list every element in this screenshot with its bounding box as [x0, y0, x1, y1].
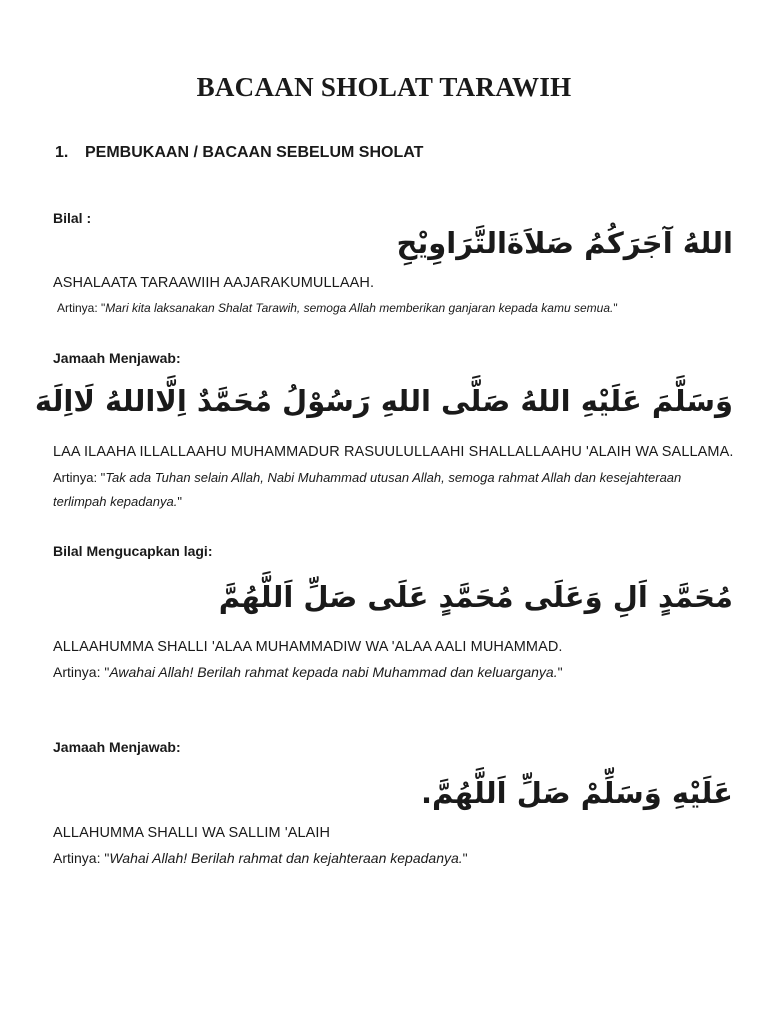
- translation-text: Mari kita laksanakan Shalat Tarawih, semoga Allah memberikan ganjaran kepada kamu semua.: [105, 301, 614, 315]
- translation-prefix: Artinya: ": [53, 850, 110, 866]
- translation-text: Awahai Allah! Berilah rahmat kepada nabi Muhammad dan keluarganya.: [109, 664, 558, 680]
- transliteration: ALLAAHUMMA SHALLI 'ALAA MUHAMMADIW WA 'ALAA AALI MUHAMMAD.: [53, 639, 563, 655]
- translation: [57, 296, 747, 320]
- transliteration: ASHALAATA TARAAWIIH AAJARAKUMULLAAH.: [53, 275, 375, 291]
- translation-suffix: ": [557, 664, 563, 680]
- translation-prefix: Artinya: ": [57, 301, 106, 315]
- transliteration: LAA ILAAHA ILLALLAAHU MUHAMMADUR RASUULULLAAHI SHALLALLAAHU 'ALAIH WA SALLAMA.: [53, 444, 734, 460]
- arabic-text: اللهُ آجَرَكُمُ صَلاَةَالتَّرَاوِيْحِ: [396, 226, 733, 260]
- speaker-label: Jamaah Menjawab:: [53, 350, 181, 366]
- speaker-label: Bilal Mengucapkan lagi:: [53, 543, 213, 559]
- section-heading: [55, 144, 423, 162]
- translation: [53, 466, 733, 514]
- arabic-text: مُحَمَّدٍ اَلِ وَعَلَى مُحَمَّدٍ عَلَى صَلِّ اَللَّهُمَّ: [218, 580, 733, 614]
- section-number: 1.: [55, 144, 69, 161]
- translation-text: Wahai Allah! Berilah rahmat dan kejahteraan kepadanya.: [109, 850, 463, 866]
- speaker-label: Bilal :: [53, 210, 92, 226]
- arabic-text: وَسَلَّمَ عَلَيْهِ اللهُ صَلَّى اللهِ رَسُوْلُ مُحَمَّدٌ اِلَّااللهُ لَااِلَهَ: [34, 384, 733, 418]
- transliteration: ALLAHUMMA SHALLI WA SALLIM 'ALAIH: [53, 825, 331, 841]
- page-title: BACAAN SHOLAT TARAWIH: [196, 72, 572, 102]
- arabic-text: عَلَيْهِ وَسَلِّمْ صَلِّ اَللَّهُمَّ.: [421, 776, 733, 810]
- translation-suffix: ": [613, 301, 618, 315]
- speaker-label: Jamaah Menjawab:: [53, 739, 181, 755]
- translation-suffix: ": [462, 850, 468, 866]
- translation-prefix: Artinya: ": [53, 470, 106, 485]
- translation: [53, 660, 743, 684]
- translation-text: Tak ada Tuhan selain Allah, Nabi Muhammad utusan Allah, semoga rahmat Allah dan kesejahteraan terlimpah kepadanya.: [53, 470, 682, 509]
- translation-prefix: Artinya: ": [53, 664, 110, 680]
- translation-suffix: ": [177, 494, 182, 509]
- section-heading-text: PEMBUKAAN / BACAAN SEBELUM SHOLAT: [85, 144, 424, 161]
- translation: [53, 846, 743, 870]
